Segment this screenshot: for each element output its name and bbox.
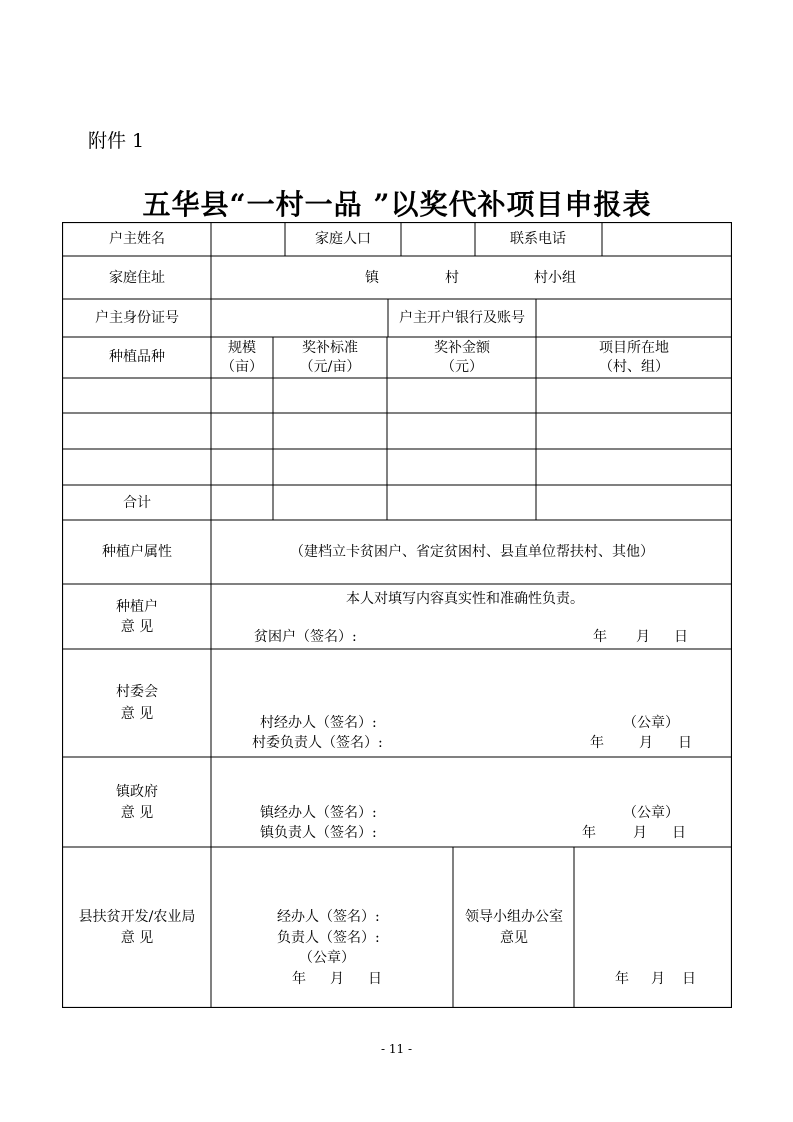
poor-household-signature: 贫困户（签名）: <box>254 629 357 645</box>
county-official-seal: （公章） <box>299 950 355 966</box>
date-day: 日 <box>678 735 692 751</box>
application-form-table <box>62 222 732 1008</box>
leading-group-office-label: 领导小组办公室 <box>465 909 563 925</box>
town-government-label: 镇政府 <box>116 784 158 800</box>
grower-attribute-options: （建档立卡贫困户、省定贫困村、县直单位帮扶村、其他） <box>290 544 654 560</box>
leading-group-office-label-2: 意见 <box>500 930 528 946</box>
village-handler-signature: 村经办人（签名）: <box>260 715 377 731</box>
date-month: 月 <box>330 971 344 987</box>
county-handler-signature: 经办人（签名）: <box>277 909 380 925</box>
date-year: 年 <box>292 971 306 987</box>
town-leader-signature: 镇负责人（签名）: <box>260 825 377 841</box>
village-committee-label: 村委会 <box>116 684 158 700</box>
date-day: 日 <box>672 825 686 841</box>
subsidy-standard-label: 奖补标准 <box>302 340 358 356</box>
date-month: 月 <box>633 825 647 841</box>
attachment-label: 附件 1 <box>88 130 145 152</box>
grower-statement: 本人对填写内容真实性和准确性负责。 <box>346 591 584 607</box>
date-day: 日 <box>674 629 688 645</box>
family-population-label: 家庭人口 <box>315 231 371 247</box>
form-title: 五华县“一村一品 ”以奖代补项目申报表 <box>142 188 652 221</box>
town-government-label-2: 意 见 <box>120 805 154 821</box>
date-month: 月 <box>651 971 665 987</box>
total-label: 合计 <box>123 495 151 511</box>
address-village: 村 <box>445 270 459 286</box>
date-year: 年 <box>582 825 596 841</box>
town-handler-signature: 镇经办人（签名）: <box>260 805 377 821</box>
contact-phone-label: 联系电话 <box>510 231 566 247</box>
date-month: 月 <box>636 629 650 645</box>
id-number-label: 户主身份证号 <box>95 310 179 326</box>
grower-attribute-label: 种植户属性 <box>102 544 172 560</box>
grower-opinion-label-2: 意 见 <box>120 619 154 635</box>
date-day: 日 <box>368 971 382 987</box>
address-town: 镇 <box>365 270 379 286</box>
address-village-group: 村小组 <box>534 270 576 286</box>
county-leader-signature: 负责人（签名）: <box>277 930 380 946</box>
crop-variety-label: 种植品种 <box>109 349 165 365</box>
project-location-label: 项目所在地 <box>599 340 669 356</box>
householder-name-label: 户主姓名 <box>109 231 165 247</box>
scale-unit: （亩） <box>221 359 263 375</box>
town-official-seal: （公章） <box>623 805 679 821</box>
village-committee-label-2: 意 见 <box>120 706 154 722</box>
date-year: 年 <box>615 971 629 987</box>
county-bureau-label: 县扶贫开发/农业局 <box>78 909 196 925</box>
date-year: 年 <box>590 735 604 751</box>
subsidy-amount-unit: （元） <box>441 359 483 375</box>
grower-opinion-label: 种植户 <box>116 599 158 615</box>
subsidy-standard-unit: （元/亩） <box>299 359 361 375</box>
project-location-unit: （村、组） <box>599 359 669 375</box>
county-bureau-label-2: 意 见 <box>120 930 154 946</box>
village-official-seal: （公章） <box>623 715 679 731</box>
date-year: 年 <box>593 629 607 645</box>
scale-label: 规模 <box>228 340 256 356</box>
subsidy-amount-label: 奖补金额 <box>434 340 490 356</box>
bank-account-label: 户主开户银行及账号 <box>399 310 525 326</box>
page-number: - 11 - <box>380 1042 412 1056</box>
date-month: 月 <box>639 735 653 751</box>
village-leader-signature: 村委负责人（签名）: <box>252 735 383 751</box>
date-day: 日 <box>682 971 696 987</box>
home-address-label: 家庭住址 <box>109 270 165 286</box>
